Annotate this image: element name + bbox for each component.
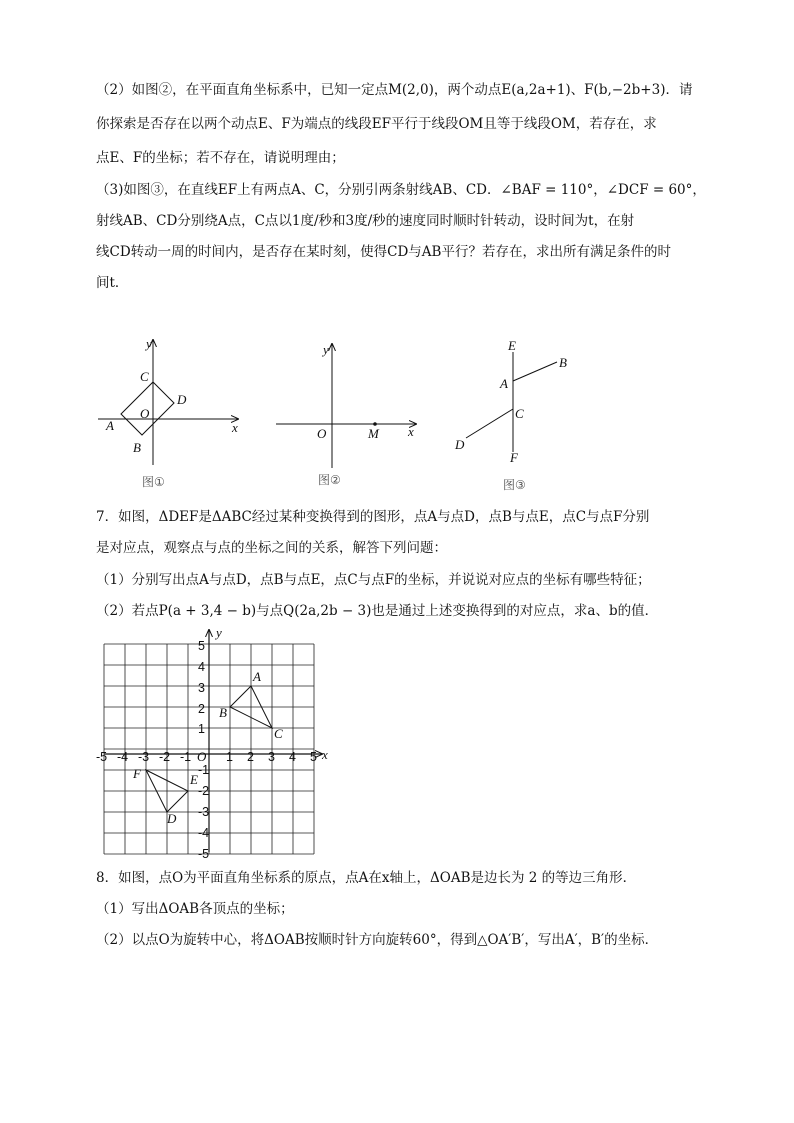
grid-y-tick: 1 [198, 722, 205, 736]
fig2-label-O: O [317, 426, 327, 441]
fig3-caption: 图③ [503, 478, 526, 492]
grid-y-tick: -1 [198, 763, 210, 777]
grid-label-D: D [167, 811, 177, 826]
grid-x-tick: 3 [268, 750, 275, 764]
fig3-label-D: D [455, 437, 465, 452]
fig1-label-y: y [146, 336, 152, 351]
fig2-caption: 图② [318, 473, 341, 487]
q6-part3-line3: 线CD转动一周的时间内，是否存在某时刻，使得CD与AB平行？若存在，求出所有满足条件的时 [96, 244, 671, 260]
grid-x-tick: -4 [117, 750, 129, 764]
grid-y-tick: 4 [198, 660, 205, 674]
fig1-label-B: B [133, 440, 141, 455]
grid-x-tick: -2 [159, 750, 171, 764]
q6-part2-line2: 你探索是否存在以两个动点E、F为端点的线段EF平行于线段OM且等于线段OM，若存在，求 [96, 116, 657, 132]
fig1-caption: 图① [142, 475, 165, 489]
grid-y-tick: -3 [198, 805, 210, 819]
grid-x-tick: -3 [138, 750, 150, 764]
q7-line2: 是对应点，观察点与点的坐标之间的关系，解答下列问题： [96, 540, 447, 556]
grid-x-tick: -1 [180, 750, 192, 764]
fig2-label-y: y [323, 342, 329, 357]
fig2-label-M: M [368, 426, 379, 441]
grid-y-tick: 2 [198, 702, 205, 716]
grid-label-A: A [253, 669, 261, 684]
grid-x-tick: 5 [310, 750, 317, 764]
grid-x-tick: 2 [247, 750, 254, 764]
fig1-label-x: x [232, 420, 238, 435]
grid-label-origin: O [197, 749, 207, 764]
q6-part2-line1: （2）如图②，在平面直角坐标系中，已知一定点M(2,0)，两个动点E(a,2a+1)、F(b,−2b+3)．请 [96, 82, 693, 98]
q7-line1: 7．如图，ΔDEF是ΔABC经过某种变换得到的图形，点A与点D，点B与点E，点C与点F分别 [96, 509, 650, 525]
grid-figure [96, 625, 328, 861]
figure-3 [454, 338, 567, 492]
grid-label-x: x [322, 747, 328, 762]
grid-x-tick: 4 [289, 750, 296, 764]
q8-line3: （2）以点O为旋转中心，将ΔOAB按顺时针方向旋转60°，得到△OA′B′，写出A′，B′的坐标． [96, 932, 659, 948]
q6-part3-line2: 射线AB、CD分别绕A点，C点以1度/秒和3度/秒的速度同时顺时针转动，设时间为t，在射 [96, 213, 635, 229]
grid-y-tick: 5 [198, 639, 205, 653]
grid-y-tick: 3 [198, 681, 205, 695]
fig3-label-E: E [508, 338, 516, 353]
fig1-label-C: C [140, 369, 149, 384]
q8-line1: 8．如图，点O为平面直角坐标系的原点，点A在x轴上，ΔOAB是边长为 2 的等边三角形． [96, 870, 637, 886]
figure-1 [98, 336, 238, 489]
grid-x-tick: 1 [226, 750, 233, 764]
grid-label-E: E [190, 772, 198, 787]
fig3-label-B: B [559, 355, 567, 370]
grid-label-C: C [274, 726, 283, 741]
q7-line4: （2）若点P(a + 3,4 − b)与点Q(2a,2b − 3)也是通过上述变换得到的对应点，求a、b的值． [96, 603, 659, 619]
fig3-label-A: A [500, 376, 508, 391]
fig3-label-F: F [510, 450, 518, 465]
q6-part3-line4: 间t． [96, 275, 129, 291]
fig1-label-O: O [140, 406, 150, 421]
grid-y-tick: -2 [198, 784, 210, 798]
grid-y-tick: -4 [198, 826, 210, 840]
grid-label-y: y [216, 625, 222, 640]
fig1-label-A: A [106, 418, 114, 433]
fig3-ray-CD [466, 409, 513, 438]
q8-line2: （1）写出ΔOAB各顶点的坐标； [96, 901, 294, 917]
fig1-label-D: D [177, 392, 187, 407]
grid-y-tick: -5 [198, 847, 210, 861]
grid-x-tick: -5 [96, 750, 108, 764]
q6-part3-line1: （3)如图③，在直线EF上有两点A、C，分别引两条射线AB、CD．∠BAF = 110°，∠DCF = 60°， [96, 182, 706, 198]
fig3-label-C: C [515, 406, 524, 421]
fig2-label-x: x [408, 424, 414, 439]
fig3-ray-AB [513, 362, 557, 381]
grid-label-B: B [219, 705, 227, 720]
q7-line3: （1）分别写出点A与点D，点B与点E，点C与点F的坐标，并说说对应点的坐标有哪些特征； [96, 572, 651, 588]
grid-label-F: F [133, 766, 141, 781]
figure-2 [276, 342, 416, 487]
q6-part2-line3: 点E、F的坐标；若不存在，请说明理由； [96, 150, 345, 166]
